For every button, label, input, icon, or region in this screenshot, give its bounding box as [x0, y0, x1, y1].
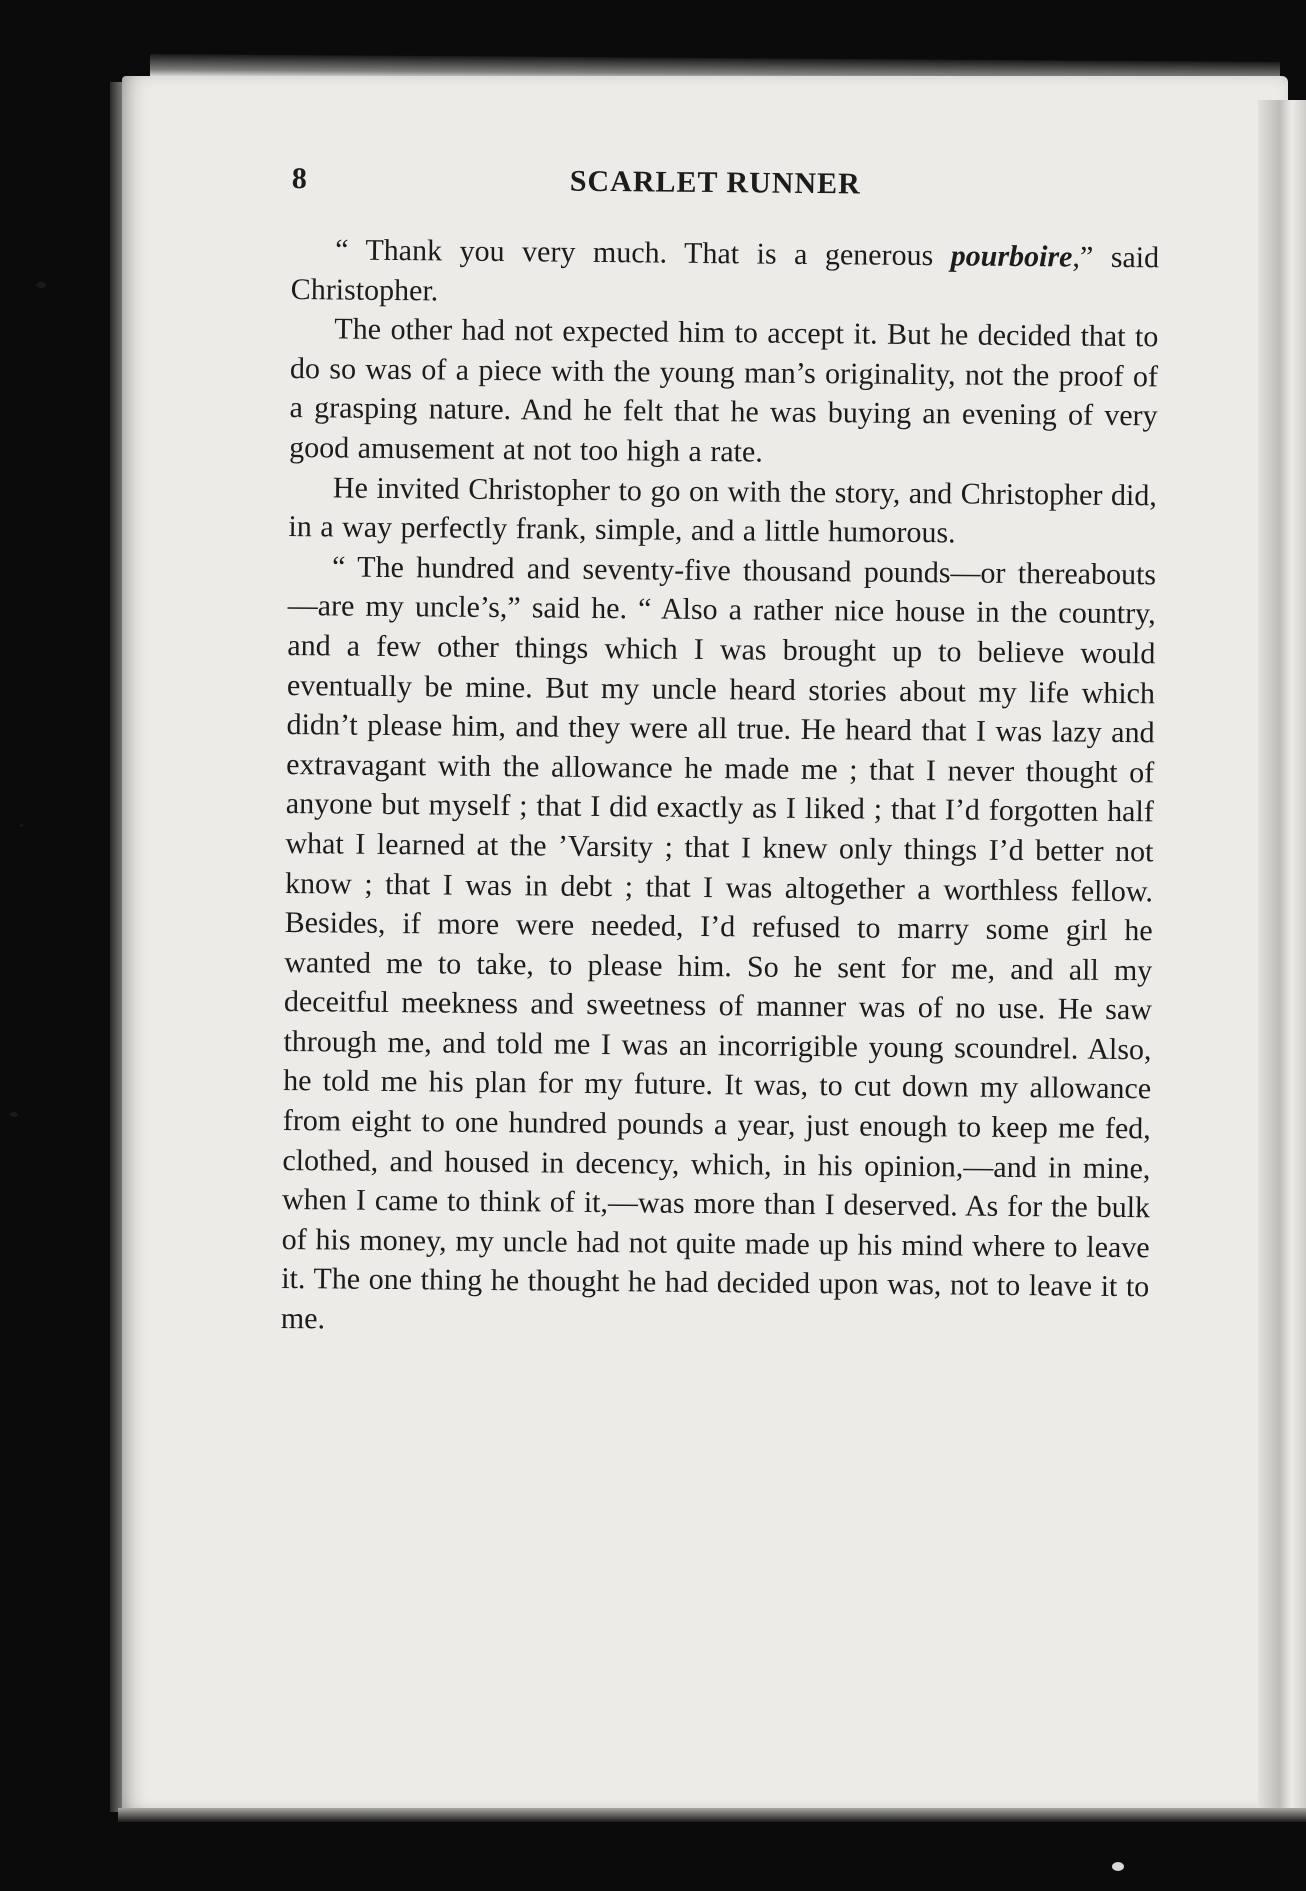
page-number: 8 — [291, 162, 307, 196]
paragraph: He invited Christopher to go on with the story, and Christopher did, in a way perfectly frank, simple, and a little humorous. — [288, 470, 1157, 550]
paragraph-tail: ,” said Christopher. — [290, 240, 1160, 308]
running-head — [291, 162, 1160, 230]
paragraph: “ The hundred and seventy-five thousand pounds—or thereabouts—are my uncle’s,” said he. “ Also a rather nice house in the country, and a few other things which I was brought up to believe would eventually be mine. But my uncle heard stories about my life which didn’t please him, and they were all true. He heard that I was lazy and extravagant with the allowance he made me ; that I never thought of anyone but myself ; that I did exactly as I liked ; that I’d forgotten half what I learned at the ’Varsity ; that I knew only things I’d better not know ; that I was in debt ; that I was altogether a worthless fellow. Besides, if more were needed, I’d refused to marry some girl he wanted me to take, to please him. So he sent for me, and all my deceitful meekness and sweetness of manner was of no use. He saw through me, and told me I was an incorrigible young scoundrel. Also, he told me his plan for my future. It was, to cut down my allowance from eight to one hundred pounds a year, just enough to keep me fed, clothed, and housed in decency, which, in his opinion,—and in mine, when I came to think of it,—was more than I deserved. As for the bulk of his money, my uncle had not quite made up his mind where to leave it. The one thing he thought he had decided upon was, not to leave it to me. — [280, 550, 1157, 1336]
scan-speck — [20, 824, 23, 827]
page-bottom-edge — [118, 1808, 1306, 1822]
paragraph: The other had not expected him to accept it. But he decided that to do so was of a piece with the young man’s originality, not the proof of a grasping nature. And he felt that he was buying an evening of very good amusement at not too high a rate. — [289, 312, 1159, 469]
page-right-gutter — [1258, 100, 1306, 1820]
scan-speck — [10, 1112, 18, 1117]
scan-speck — [36, 282, 46, 288]
page-text — [281, 162, 1160, 1347]
scan-speck — [1112, 1862, 1124, 1871]
italic-word: pourboire — [950, 239, 1073, 274]
paragraph — [291, 230, 1160, 318]
paragraph-lead: “ Thank you very much. That is a generous — [334, 233, 951, 273]
page-header-title: SCARLET RUNNER — [569, 164, 861, 201]
